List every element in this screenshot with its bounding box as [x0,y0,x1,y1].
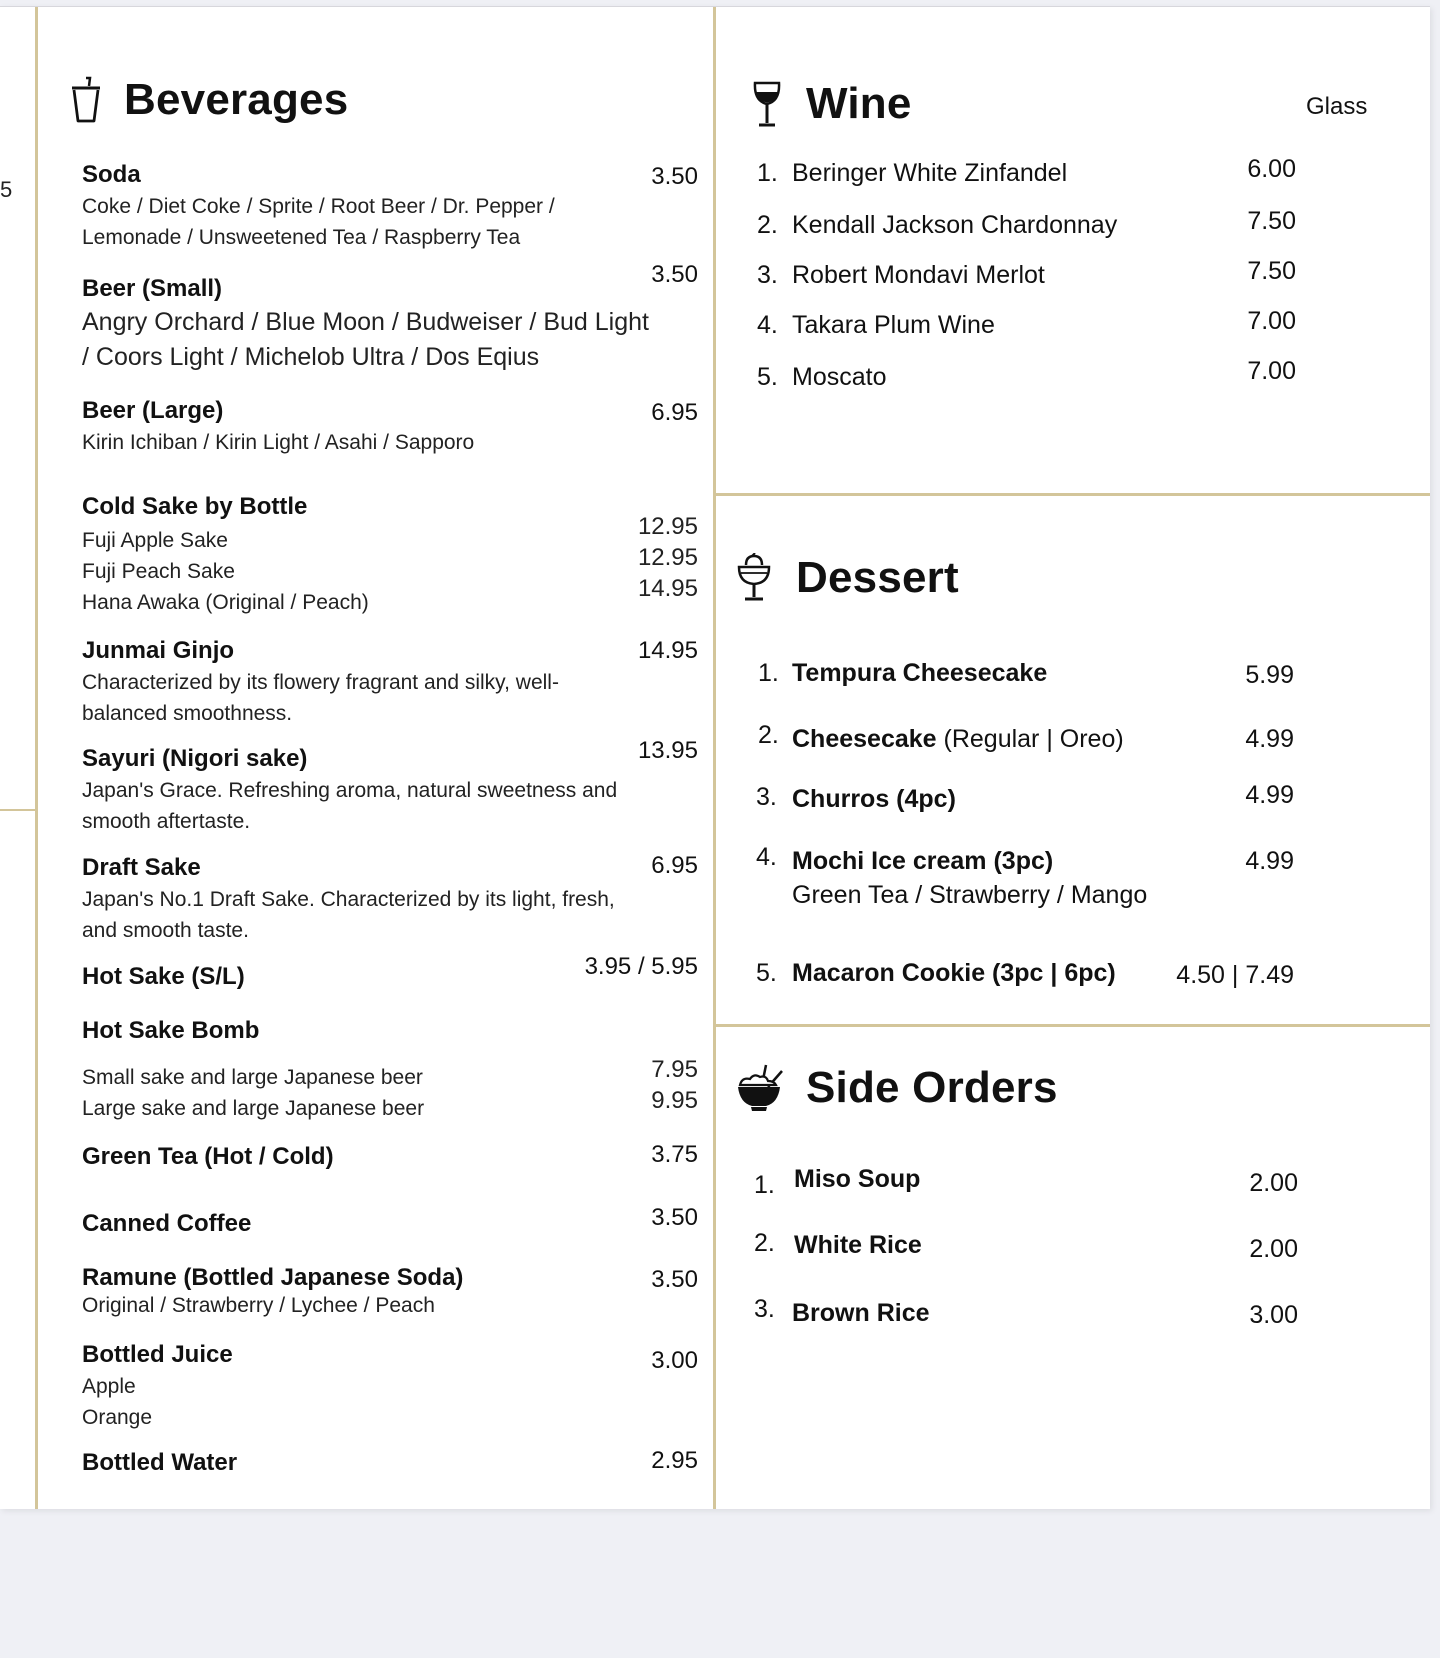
item-number: 1. [754,1171,775,1199]
center-column-divider [713,7,716,1509]
item-price: 3.00 [1249,1301,1298,1329]
sub-item-price: 12.95 [637,544,698,571]
item-price: 2.00 [1249,1235,1298,1263]
item-name: Mochi Ice cream (3pc) [792,847,1054,875]
item-name: Sayuri (Nigori sake) [82,745,308,772]
item-description: Japan's No.1 Draft Sake. Characterized by its light, fresh, [82,888,615,911]
item-number: 3. [757,261,778,289]
item-price: 4.99 [1245,725,1294,753]
item-description: Japan's Grace. Refreshing aroma, natural sweetness and [82,779,618,802]
menu-item-sayuri [82,737,698,837]
item-price: 6.95 [651,399,698,426]
item-description: balanced smoothness. [82,702,293,725]
item-price: 7.00 [1247,357,1296,385]
item-number: 5. [756,959,777,987]
menu-item-bottled-water [82,1447,698,1479]
item-description: Lemonade / Unsweetened Tea / Raspberry Tea [82,226,521,249]
item-name: Soda [82,161,141,188]
wine-title: Wine [806,79,912,128]
sub-item-price: 9.95 [651,1087,698,1114]
menu-item-soda [82,159,698,253]
item-number: 2. [754,1229,775,1257]
menu-sheet [0,6,1430,1509]
sub-item-label: Fuji Apple Sake [82,529,228,552]
side-orders-title: Side Orders [806,1063,1058,1112]
item-price: 7.50 [1247,207,1296,235]
item-name: Beringer White Zinfandel [792,159,1068,187]
item-number: 3. [756,783,777,811]
item-description: Coke / Diet Coke / Sprite / Root Beer / Dr. Pepper / [82,195,555,218]
sub-item-price: 12.95 [637,513,698,540]
sub-item-label: Small sake and large Japanese beer [82,1066,423,1089]
sub-item-price: 7.95 [651,1056,698,1083]
menu-item-canned-coffee [82,1204,698,1240]
item-name: White Rice [794,1231,922,1259]
item-name: Macaron Cookie (3pc | 6pc) [792,959,1116,987]
item-name: Miso Soup [794,1165,921,1193]
item-name: Hot Sake (S/L) [82,963,245,990]
item-name: Beer (Small) [82,275,223,302]
item-price: 14.95 [637,637,698,664]
cut-off-text-fragment: 5 [0,177,13,202]
item-description: Angry Orchard / Blue Moon / Budweiser / Bud Light [82,308,649,336]
item-price: 7.50 [1247,257,1296,285]
item-name: Canned Coffee [82,1210,252,1237]
item-name: Tempura Cheesecake [792,659,1048,687]
wine-dessert-divider [716,493,1430,496]
sub-item-label: Hana Awaka (Original / Peach) [82,591,369,614]
item-name: Churros (4pc) [792,785,956,813]
item-number: 1. [757,159,778,187]
item-price: 3.75 [651,1141,698,1168]
item-number: 3. [754,1295,775,1323]
item-price: 3.50 [651,1204,698,1231]
item-name: Bottled Juice [82,1341,233,1368]
item-name: Beer (Large) [82,397,224,424]
wine-glass-icon [750,79,784,129]
item-price: 4.99 [1245,781,1294,809]
menu-item-beer-small [82,261,698,375]
item-number: 2. [758,721,779,749]
menu-item-bottled-juice [82,1339,698,1433]
menu-item-draft-sake [82,852,698,946]
item-description: / Coors Light / Michelob Ultra / Dos Eqius [82,343,540,371]
item-number: 2. [757,211,778,239]
ice-cream-sundae-icon [736,553,772,603]
sub-item [82,1087,698,1124]
item-name-line [792,723,1124,755]
item-description: Green Tea / Strawberry / Mango [792,881,1148,909]
item-price: 3.00 [651,1347,698,1374]
dessert-title: Dessert [796,553,959,602]
menu-item-hot-sake [82,953,698,993]
sub-item-price: 14.95 [637,575,698,602]
beverages-header [70,75,348,125]
item-name: Hot Sake Bomb [82,1017,260,1044]
wine-glass-column-label: Glass [1306,93,1368,120]
item-name: Green Tea (Hot / Cold) [82,1143,334,1170]
item-price: 3.95 / 5.95 [584,953,698,980]
item-description: Orange [82,1406,153,1429]
item-number: 4. [757,311,778,339]
item-price: 2.00 [1249,1169,1298,1197]
cup-icon [70,76,102,124]
item-description: Original / Strawberry / Lychee / Peach [82,1294,435,1317]
item-name: Cheesecake [792,725,937,753]
menu-item-junmai-ginjo [82,635,698,729]
beverages-title: Beverages [124,75,349,124]
item-price: 3.50 [651,1266,698,1293]
item-description: Apple [82,1375,136,1398]
item-name: Brown Rice [792,1299,930,1327]
left-column-divider [35,7,38,1509]
item-price: 13.95 [637,737,698,764]
sub-item [82,1056,698,1093]
side-orders-header [736,1063,1058,1113]
item-price: 5.99 [1245,661,1294,689]
sub-item [82,575,698,618]
item-name: Robert Mondavi Merlot [792,261,1045,289]
menu-item-ramune [82,1262,698,1321]
item-description: and smooth taste. [82,919,249,942]
wine-header [750,79,912,129]
sub-item-label: Large sake and large Japanese beer [82,1097,425,1120]
item-price: 2.95 [651,1447,698,1474]
item-name: Junmai Ginjo [82,637,235,664]
rice-bowl-chopsticks-icon [736,1063,786,1113]
menu-item-green-tea [82,1141,698,1173]
menu-item-hot-sake-bomb [82,1015,698,1124]
item-number: 1. [758,659,779,687]
item-name: Ramune (Bottled Japanese Soda) [82,1264,464,1291]
item-name: Cold Sake by Bottle [82,493,308,520]
item-price: 7.00 [1247,307,1296,335]
item-price: 4.99 [1245,847,1294,875]
item-price: 3.50 [651,261,698,288]
item-description: smooth aftertaste. [82,810,251,833]
item-name: Bottled Water [82,1449,238,1476]
item-variants: (Regular | Oreo) [936,725,1124,753]
item-description: Kirin Ichiban / Kirin Light / Asahi / Sapporo [82,431,475,454]
dessert-side-divider [716,1024,1430,1027]
item-description: Characterized by its flowery fragrant and silky, well- [82,671,559,694]
left-stub-rule [0,809,37,811]
dessert-item [752,845,1362,915]
item-name: Takara Plum Wine [792,311,995,339]
item-price: 3.50 [651,163,698,190]
sub-item [82,544,698,587]
sub-item [82,513,698,556]
sub-item-label: Fuji Peach Sake [82,560,235,583]
item-price: 6.00 [1247,155,1296,183]
item-price: 6.95 [651,852,698,879]
item-name: Kendall Jackson Chardonnay [792,211,1118,239]
dessert-header [736,553,959,603]
item-price: 4.50 | 7.49 [1176,961,1294,989]
item-name: Moscato [792,363,887,391]
menu-item-cold-sake-by-bottle [82,491,698,618]
item-name: Draft Sake [82,854,201,881]
menu-item-beer-large [82,395,698,458]
item-number: 5. [757,363,778,391]
item-number: 4. [756,843,777,871]
